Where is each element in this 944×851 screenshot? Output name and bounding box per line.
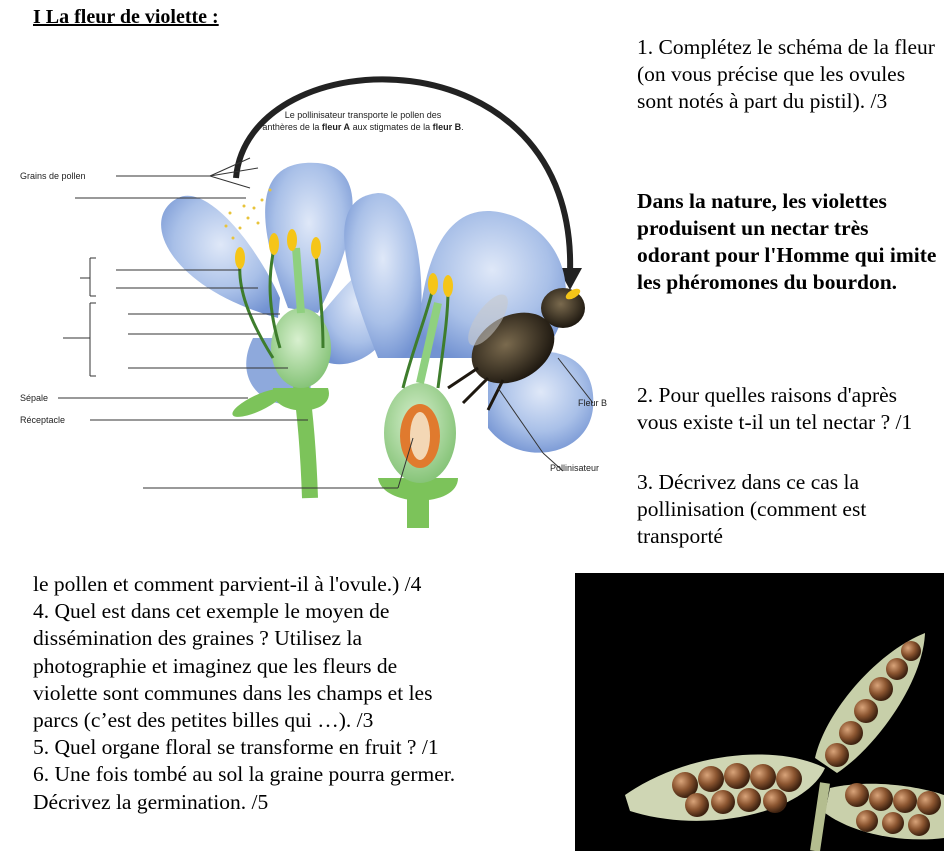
page-title: I La fleur de violette : xyxy=(33,6,219,28)
flower-b-ovary-core xyxy=(410,412,430,460)
label-sepale: Sépale xyxy=(20,393,49,403)
flower-b-anther-1 xyxy=(428,273,438,295)
bottom-questions xyxy=(33,571,573,816)
question-3-part2: le pollen et comment parvient-il à l'ovule.) /4 xyxy=(33,572,422,596)
question-6-line2: Décrivez la germination. /5 xyxy=(33,789,269,814)
flower-a-anther-4 xyxy=(287,229,297,251)
question-4-line5: parcs (c’est des petites billes qui …). /3 xyxy=(33,708,374,733)
question-4-line1: 4. Quel est dans cet exemple le moyen de xyxy=(33,599,390,624)
flower-a-anther-1 xyxy=(235,247,245,269)
seed-pod-photo xyxy=(575,573,944,851)
question-2: 2. Pour quelles raisons d'après vous existe t-il un tel nectar ? /1 xyxy=(637,383,913,434)
question-1: 1. Complétez le schéma de la fleur (on vous précise que les ovules sont notés à part du pistil). /3 xyxy=(637,35,935,113)
diagram-caption-line2: anthères de la fleur A aux stigmates de la fleur B. xyxy=(262,122,464,132)
nature-statement: Dans la nature, les violettes produisent un nectar très odorant pour l'Homme qui imite les phéromones du bourdon. xyxy=(637,189,937,294)
label-grains-de-pollen: Grains de pollen xyxy=(20,171,86,181)
question-5: 5. Quel organe floral se transforme en fruit ? /1 xyxy=(33,735,439,760)
flower-diagram xyxy=(18,58,608,528)
question-3-part1: 3. Décrivez dans ce cas la pollinisation (comment est transporté xyxy=(637,470,867,548)
flower-a-petal-left xyxy=(161,196,280,318)
label-receptacle: Réceptacle xyxy=(20,415,66,425)
question-4-line3: photographie et imaginez que les fleurs de xyxy=(33,653,398,678)
flower-b-anther-2 xyxy=(443,275,453,297)
label-pollinisateur: Pollinisateur xyxy=(550,463,600,473)
flower-a-style xyxy=(296,248,301,313)
question-4-line4: violette sont communes dans les champs et les xyxy=(33,680,433,705)
flower-a-anther-2 xyxy=(269,233,279,255)
flower-a-petal-back xyxy=(265,163,353,313)
question-6-line1: 6. Une fois tombé au sol la graine pourra germer. xyxy=(33,762,456,787)
flower-a-anther-3 xyxy=(311,237,321,259)
question-4-line2: dissémination des graines ? Utilisez la xyxy=(33,626,362,651)
label-fleur-b: Fleur B xyxy=(578,398,608,408)
diagram-caption-line1: Le pollinisateur transporte le pollen des xyxy=(284,110,442,120)
